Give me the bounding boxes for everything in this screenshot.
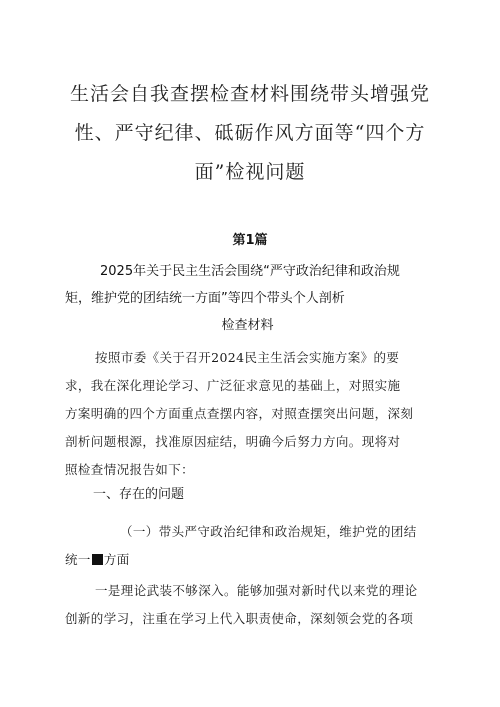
text-fragment: 方面 (103, 552, 130, 567)
paragraph-line: 创新的学习，注重在学习上代入职责使命，深刻领会党的各项 (65, 611, 414, 626)
paragraph-line: 照检查情况报告如下： (65, 462, 195, 477)
article-subtitle (65, 258, 400, 339)
intro-paragraph (65, 344, 435, 484)
section-heading: 一、存在的问题 (93, 487, 185, 502)
paragraph-line: 求，我在深化理论学习、广泛征求意见的基础上，对照实施 (65, 378, 401, 393)
paragraph-line: 按照市委《关于召开2024民主生活会实施方案》的要 (95, 350, 400, 365)
chapter-label: 第1篇 (232, 233, 268, 248)
subtitle-line: 矩，维护党的团结统一方面”等四个带头个人剖析 (65, 291, 345, 306)
text-fragment: 统一 (65, 552, 91, 567)
body-paragraph (65, 577, 435, 633)
subtitle-line: 2025年关于民主生活会围绕“严守政治纪律和政治规 (100, 264, 400, 279)
paragraph-line (65, 546, 435, 574)
subtitle-line: 检查材料 (221, 318, 274, 333)
paragraph-line: 一是理论武装不够深入。能够加强对新时代以来党的理论 (95, 583, 418, 598)
paragraph-line: 方案明确的四个方面重点查摆内容，对照查摆突出问题，深刻 (65, 406, 414, 421)
document-title (60, 75, 440, 192)
paragraph-line: （一）带头严守政治纪律和政治规矩，维护党的团结 (120, 524, 417, 539)
title-line: 性、严守纪律、砥砺作风方面等“四个方 (74, 121, 426, 144)
redaction-square-icon (92, 554, 103, 565)
title-line: 生活会自我查摆检查材料围绕带头增强党 (69, 82, 430, 105)
subsection-heading (65, 518, 435, 574)
title-line: 面”检视问题 (194, 160, 306, 183)
paragraph-line: 剖析问题根源，找准原因症结，明确今后努力方向。现将对 (65, 434, 401, 449)
